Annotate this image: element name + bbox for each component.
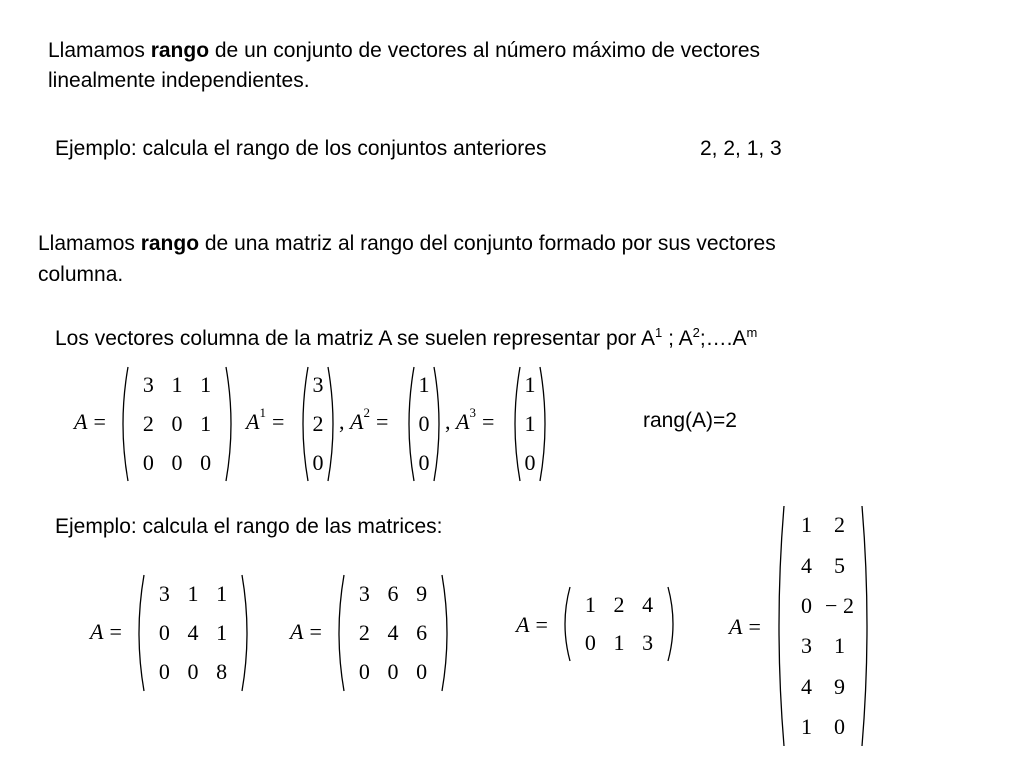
matrix-entry: 1 <box>200 372 212 398</box>
matrix-entry: 2 <box>142 411 154 436</box>
matrix-entry: 2 <box>312 411 324 436</box>
matrix-entry: 3 <box>358 580 370 606</box>
matrix-entry: 3 <box>312 372 324 398</box>
matrix-entry: 9 <box>834 673 845 699</box>
matrix-entry: 0 <box>801 592 812 618</box>
column-vector-2 <box>404 366 444 482</box>
matrix-entry: 6 <box>387 580 399 606</box>
column-vector-label-3: $A^3$ = <box>456 405 495 434</box>
rank-result: rang(A)=2 <box>643 409 737 432</box>
matrix-entry: 0 <box>171 411 183 436</box>
matrix-entry: 0 <box>584 630 596 655</box>
matrix-entry: 4 <box>187 620 199 645</box>
matrix-example-1 <box>134 574 252 692</box>
matrix-entry: 4 <box>642 592 654 617</box>
comma-separator: , <box>445 409 451 434</box>
matrix-entry: 1 <box>216 620 228 645</box>
column-vector-label-2: $A^2$ = <box>350 405 389 434</box>
matrix-example-4 <box>774 505 872 747</box>
matrix-entry: 1 <box>613 630 625 655</box>
matrix-entry: 0 <box>171 449 183 475</box>
matrix-entry: 2 <box>358 620 370 645</box>
right-parenthesis <box>442 575 447 691</box>
matrix-entry: − 2 <box>825 592 854 618</box>
matrix-example-3 <box>560 586 678 662</box>
matrix-entry: 1 <box>801 713 812 739</box>
matrix-example-2 <box>334 574 452 692</box>
matrix-entry: 0 <box>158 659 170 685</box>
right-parenthesis <box>242 575 247 691</box>
matrix-entry: 1 <box>524 411 536 436</box>
matrix-entry: 0 <box>834 713 845 739</box>
matrix-entry: 0 <box>418 449 430 475</box>
rango-vectores-definition: Llamamos rango de un conjunto de vectores al número máximo de vectores <box>48 39 761 62</box>
matrix-entry: 0 <box>200 449 212 475</box>
matrix-entry: 3 <box>142 372 154 398</box>
comma-separator: , <box>339 409 345 434</box>
matrix-entry: 0 <box>416 659 428 685</box>
matrix-entry: 3 <box>801 633 812 659</box>
matrix-entry: 1 <box>801 512 812 538</box>
matrix-entry: 3 <box>158 580 170 606</box>
matrix-label-main: A = <box>74 409 106 434</box>
matrix-entry: 5 <box>834 552 845 578</box>
column-vector-1 <box>298 366 338 482</box>
example-matrices: Ejemplo: calcula el rango de las matrices: <box>55 515 443 538</box>
right-parenthesis <box>226 367 231 481</box>
column-vector-3 <box>510 366 550 482</box>
left-parenthesis <box>139 575 144 691</box>
example-conjuntos: Ejemplo: calcula el rango de los conjuntos anteriores <box>55 137 547 160</box>
matrix-entry: 3 <box>642 630 654 655</box>
matrix-entry: 0 <box>524 449 536 475</box>
matrix-entry: 4 <box>801 673 812 699</box>
matrix-entry: 0 <box>142 449 154 475</box>
example-conjuntos-answer: 2, 2, 1, 3 <box>700 137 782 160</box>
matrix-entry: 0 <box>358 659 370 685</box>
matrix-entry: 8 <box>216 659 228 685</box>
matrix-entry: 2 <box>834 512 845 538</box>
right-parenthesis <box>668 587 673 661</box>
matrix-entry: 9 <box>416 580 428 606</box>
matrix-entry: 6 <box>416 620 428 645</box>
matrix-entry: 1 <box>584 592 596 617</box>
matrix-label-ex3: A = <box>516 612 548 637</box>
matrix-entry: 1 <box>200 411 212 436</box>
rango-bold: rango <box>140 232 200 255</box>
matrix-label-ex1: A = <box>90 619 122 644</box>
matrix-entry: 1 <box>834 633 845 659</box>
rango-bold: rango <box>150 39 210 62</box>
left-parenthesis <box>339 575 344 691</box>
right-parenthesis <box>862 506 867 746</box>
matrix-main <box>118 366 236 482</box>
rango-vectores-definition-line2: linealmente independientes. <box>48 69 310 92</box>
matrix-entry: 1 <box>171 372 183 398</box>
left-parenthesis <box>123 367 128 481</box>
matrix-entry: 1 <box>418 372 430 398</box>
matrix-entry: 0 <box>418 411 430 436</box>
matrix-entry: 0 <box>312 449 324 475</box>
matrix-entry: 4 <box>387 620 399 645</box>
rango-matriz-definition-line2: columna. <box>38 263 124 286</box>
left-parenthesis <box>779 506 784 746</box>
rango-matriz-definition: Llamamos rango de una matriz al rango del conjunto formado por sus vectores <box>38 232 776 255</box>
matrix-entry: 0 <box>187 659 199 685</box>
column-vector-label-1: $A^1$ = <box>246 405 285 434</box>
column-vectors-notation: Los vectores columna de la matriz A se suelen representar por $A^1$ ; $A^2;\dots.A^m$ <box>55 325 758 350</box>
matrix-entry: 1 <box>524 372 536 398</box>
matrix-entry: 0 <box>387 659 399 685</box>
matrix-entry: 4 <box>801 552 812 578</box>
matrix-entry: 1 <box>187 580 199 606</box>
matrix-label-ex4: A = <box>729 614 761 639</box>
matrix-label-ex2: A = <box>290 619 322 644</box>
left-parenthesis <box>565 587 570 661</box>
matrix-entry: 2 <box>613 592 625 617</box>
matrix-entry: 0 <box>158 620 170 645</box>
matrix-entry: 1 <box>216 580 228 606</box>
